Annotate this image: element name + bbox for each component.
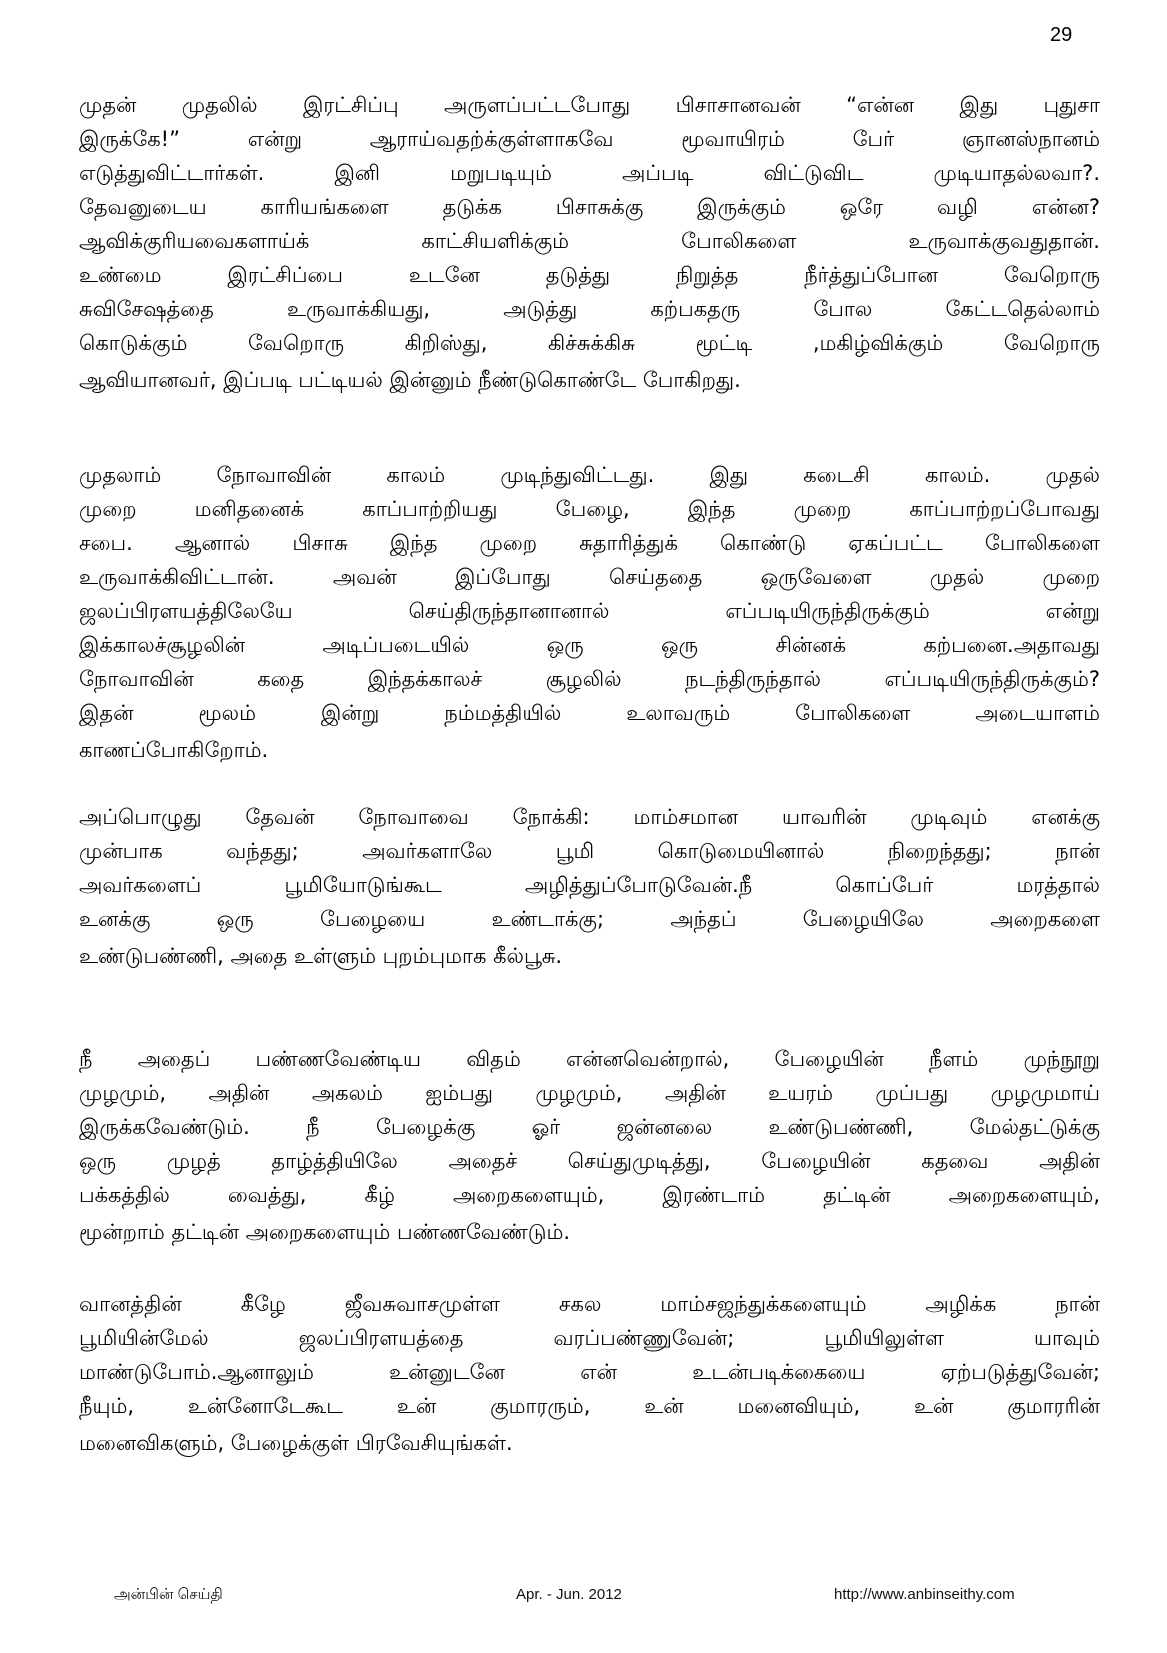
text-line: மனைவிகளும், பேழைக்குள் பிரவேசியுங்கள்.	[79, 1431, 513, 1455]
text-line: ஆவிக்குரியவைகளாய்க் காட்சியளிக்கும் போலிகளை உருவாக்குவதுதான்.	[79, 229, 1100, 253]
text-line: நீயும், உன்னோடேகூட உன் குமாரரும், உன் மனைவியும், உன் குமாரரின்	[79, 1394, 1100, 1418]
text-line: நீ அதைப் பண்ணவேண்டிய விதம் என்னவென்றால், பேழையின் நீளம் முந்நூறு	[79, 1047, 1100, 1071]
text-line: பூமியின்மேல் ஜலப்பிரளயத்தை வரப்பண்ணுவேன்; பூமியிலுள்ள யாவும்	[79, 1326, 1100, 1350]
text-line: முழமும், அதின் அகலம் ஐம்பது முழமும், அதின் உயரம் முப்பது முழமுமாய்	[79, 1081, 1100, 1105]
text-line: அப்பொழுது தேவன் நோவாவை நோக்கி: மாம்சமான யாவரின் முடிவும் எனக்கு	[79, 805, 1100, 829]
text-line: மாண்டுபோம்.ஆனாலும் உன்னுடனே என் உடன்படிக்கையை ஏற்படுத்துவேன்;	[79, 1360, 1100, 1384]
text-line: முதன் முதலில் இரட்சிப்பு அருளப்பட்டபோது பிசாசானவன் “என்ன இது புதுசா	[79, 93, 1100, 117]
text-line: ஒரு முழத் தாழ்த்தியிலே அதைச் செய்துமுடித்து, பேழையின் கதவை அதின்	[79, 1149, 1100, 1173]
text-line: பக்கத்தில் வைத்து, கீழ் அறைகளையும், இரண்டாம் தட்டின் அறைகளையும்,	[79, 1183, 1100, 1207]
text-line: கொடுக்கும் வேறொரு கிறிஸ்து, கிச்சுக்கிசு மூட்டி ,மகிழ்விக்கும் வேறொரு	[79, 331, 1100, 355]
paragraph-1	[79, 88, 1100, 397]
page-number: 29	[1050, 24, 1073, 46]
text-line: உனக்கு ஒரு பேழையை உண்டாக்கு; அந்தப் பேழையிலே அறைகளை	[79, 907, 1100, 931]
text-line: முன்பாக வந்தது; அவர்களாலே பூமி கொடுமையினால் நிறைந்தது; நான்	[79, 839, 1100, 863]
text-line: நோவாவின் கதை இந்தக்காலச் சூழலில் நடந்திருந்தால் எப்படியிருந்திருக்கும்?	[79, 667, 1100, 691]
text-line: உருவாக்கிவிட்டான். அவன் இப்போது செய்ததை ஒருவேளை முதல் முறை	[79, 565, 1100, 589]
text-line: இதன் மூலம் இன்று நம்மத்தியில் உலாவரும் போலிகளை அடையாளம்	[79, 701, 1100, 725]
footer-publication: அன்பின் செய்தி	[114, 1586, 223, 1603]
text-line: இருக்கே!” என்று ஆராய்வதற்க்குள்ளாகவே மூவாயிரம் பேர் ஞானஸ்நானம்	[79, 127, 1100, 151]
text-line: ஜலப்பிரளயத்திலேயே செய்திருந்தானானால் எப்படியிருந்திருக்கும் என்று	[79, 599, 1100, 623]
footer-url[interactable]: http://www.anbinseithy.com	[834, 1586, 1015, 1603]
text-line: முறை மனிதனைக் காப்பாற்றியது பேழை, இந்த முறை காப்பாற்றப்போவது	[79, 497, 1100, 521]
text-line: இருக்கவேண்டும். நீ பேழைக்கு ஓர் ஜன்னலை உண்டுபண்ணி, மேல்தட்டுக்கு	[79, 1115, 1100, 1139]
text-line: இக்காலச்சூழலின் அடிப்படையில் ஒரு ஒரு சின்னக் கற்பனை.அதாவது	[79, 633, 1100, 657]
paragraph-3	[79, 800, 1100, 973]
paragraph-2	[79, 458, 1100, 767]
text-line: தேவனுடைய காரியங்களை தடுக்க பிசாசுக்கு இருக்கும் ஒரே வழி என்ன?	[79, 195, 1100, 219]
text-line: உண்மை இரட்சிப்பை உடனே தடுத்து நிறுத்த நீர்த்துப்போன வேறொரு	[79, 263, 1100, 287]
text-line: காணப்போகிறோம்.	[79, 738, 269, 762]
text-line: சுவிசேஷத்தை உருவாக்கியது, அடுத்து கற்பகதரு போல கேட்டதெல்லாம்	[79, 297, 1100, 321]
paragraph-5	[79, 1287, 1100, 1460]
text-line: ஆவியானவர், இப்படி பட்டியல் இன்னும் நீண்டுகொண்டே போகிறது.	[79, 368, 741, 392]
text-line: உண்டுபண்ணி, அதை உள்ளும் புறம்புமாக கீல்பூசு.	[79, 944, 563, 968]
text-line: அவர்களைப் பூமியோடுங்கூட அழித்துப்போடுவேன்.நீ கொப்பேர் மரத்தால்	[79, 873, 1100, 897]
text-line: எடுத்துவிட்டார்கள். இனி மறுபடியும் அப்படி விட்டுவிட முடியாதல்லவா?.	[79, 161, 1100, 185]
text-line: சபை. ஆனால் பிசாசு இந்த முறை சுதாரித்துக் கொண்டு ஏகப்பட்ட போலிகளை	[79, 531, 1100, 555]
paragraph-4	[79, 1042, 1100, 1249]
text-line: வானத்தின் கீழே ஜீவசுவாசமுள்ள சகல மாம்சஜந்துக்களையும் அழிக்க நான்	[79, 1292, 1100, 1316]
footer-issue: Apr. - Jun. 2012	[516, 1586, 622, 1603]
text-line: முதலாம் நோவாவின் காலம் முடிந்துவிட்டது. இது கடைசி காலம். முதல்	[79, 463, 1100, 487]
text-line: மூன்றாம் தட்டின் அறைகளையும் பண்ணவேண்டும்.	[79, 1220, 571, 1244]
